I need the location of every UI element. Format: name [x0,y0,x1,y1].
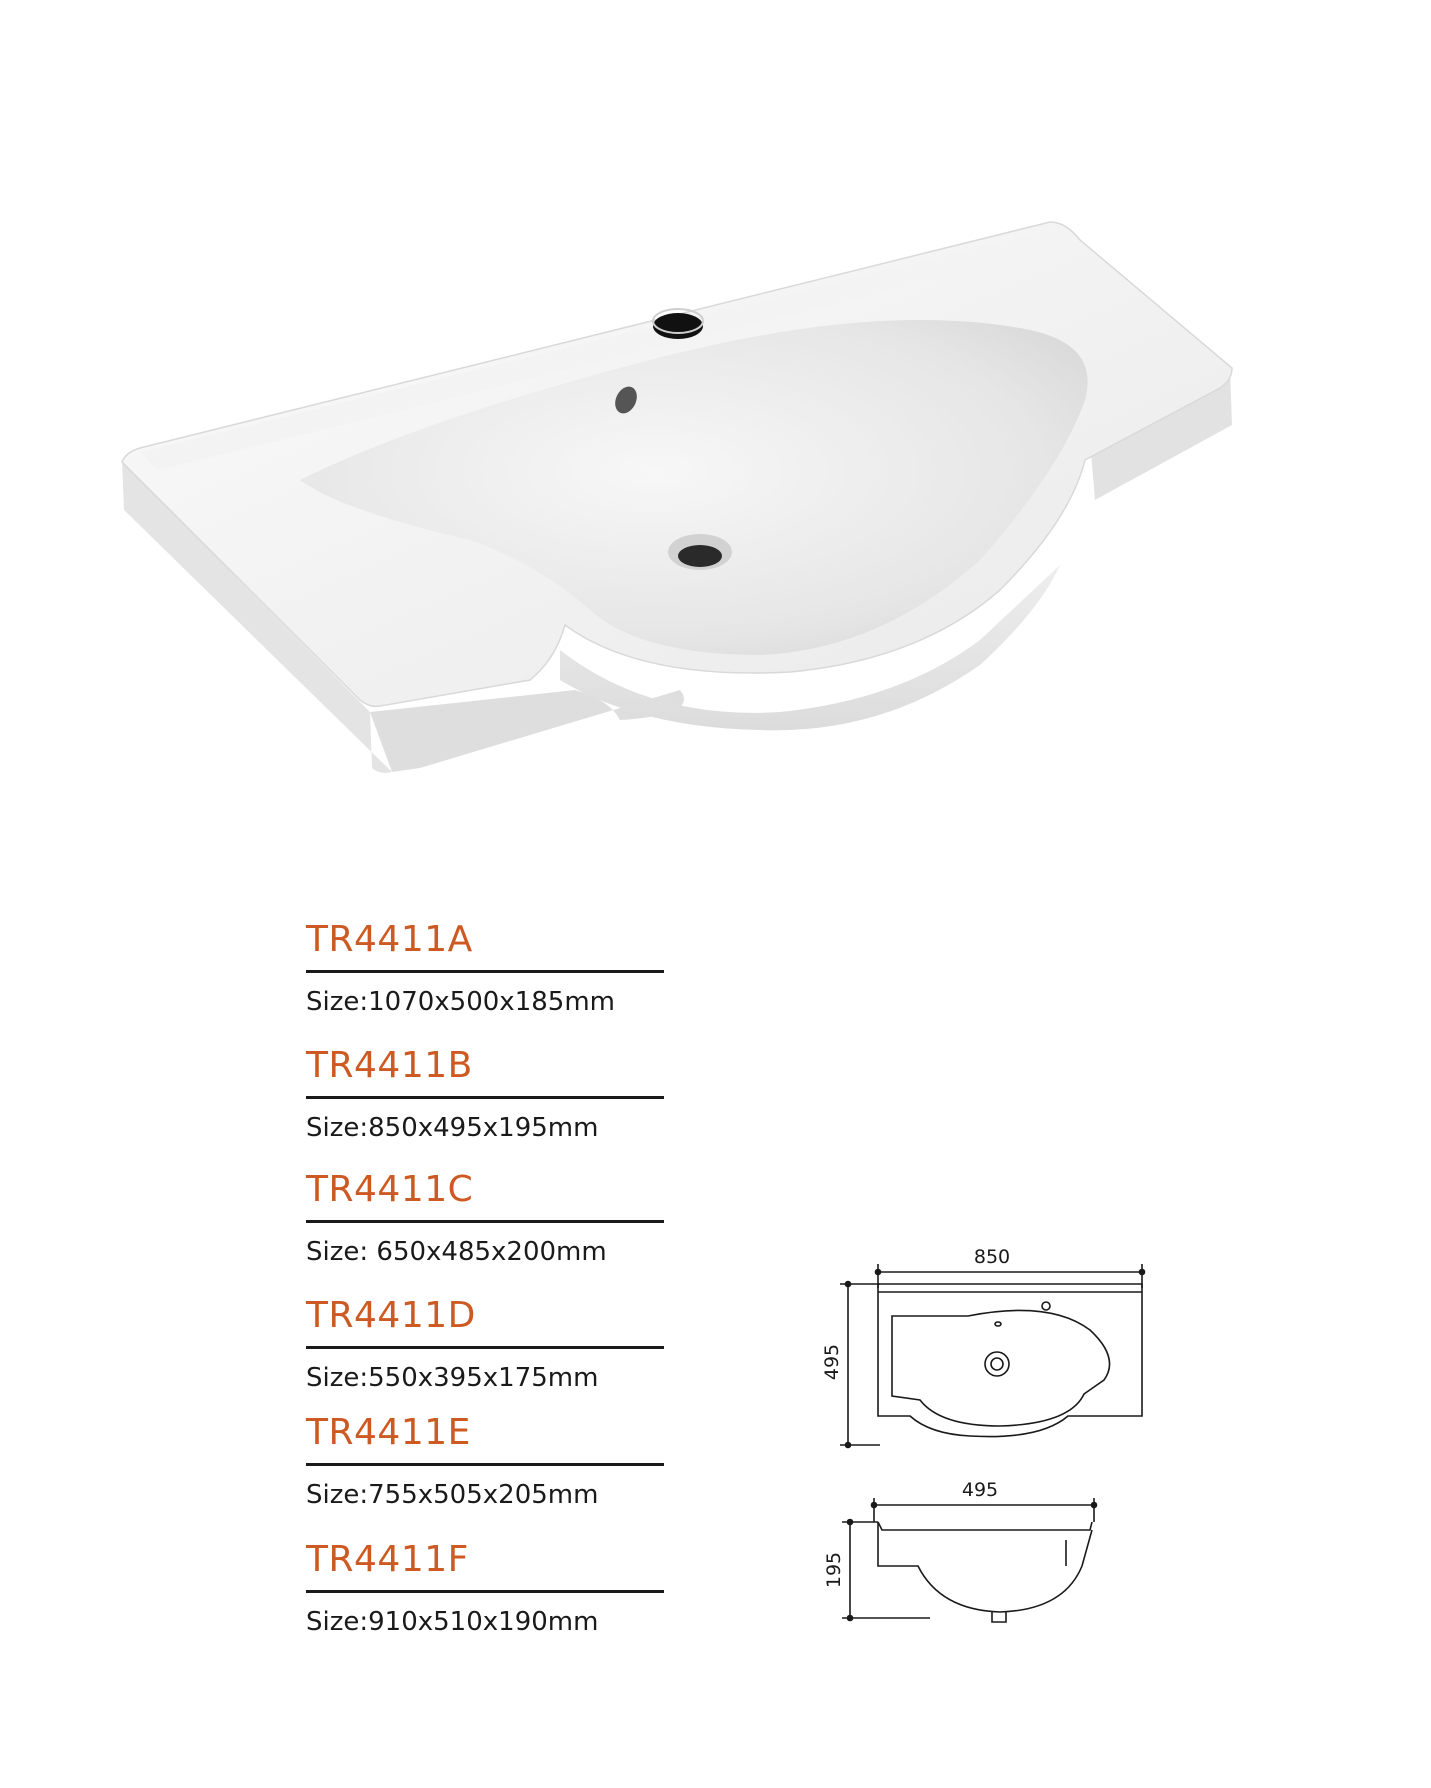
model-divider [306,970,664,973]
top-view-depth-label: 495 [821,1343,843,1381]
model-size: Size:910x510x190mm [306,1607,599,1637]
model-divider [306,1220,664,1223]
side-view-width-label: 495 [961,1479,999,1501]
model-size: Size:1070x500x185mm [306,987,615,1017]
model-divider [306,1590,664,1593]
top-view-width-label: 850 [973,1246,1011,1268]
model-size: Size:850x495x195mm [306,1113,599,1143]
side-view-height-label: 195 [823,1551,845,1589]
model-divider [306,1096,664,1099]
model-size: Size:550x395x175mm [306,1363,599,1393]
model-code: TR4411B [306,1045,473,1086]
model-code: TR4411E [306,1412,471,1453]
basin-product-photo [0,0,1431,860]
model-code: TR4411F [306,1539,469,1580]
side-view-drawing [842,1498,1097,1622]
model-divider [306,1346,664,1349]
model-code: TR4411C [306,1169,474,1210]
model-code: TR4411A [306,919,473,960]
top-view-drawing [840,1264,1145,1448]
technical-drawings [820,1240,1160,1640]
model-divider [306,1463,664,1466]
model-size: Size: 650x485x200mm [306,1237,607,1267]
model-size: Size:755x505x205mm [306,1480,599,1510]
model-code: TR4411D [306,1295,476,1336]
